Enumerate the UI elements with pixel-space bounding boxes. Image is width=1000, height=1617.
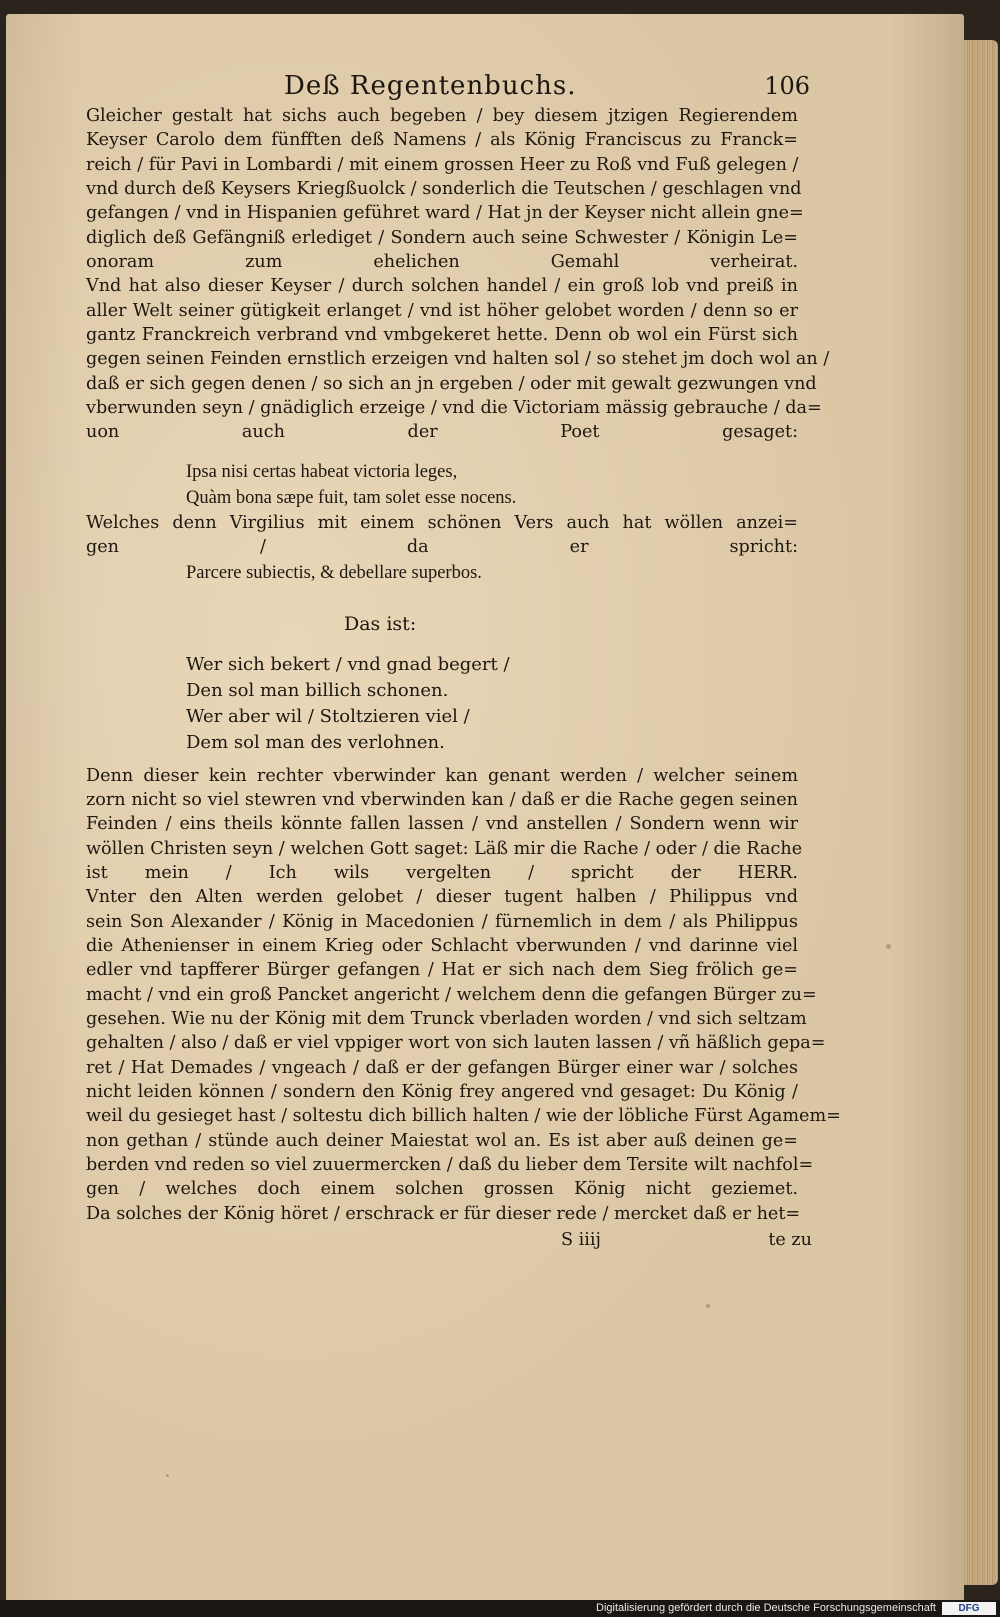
latin-line bbox=[86, 560, 798, 586]
text-line: vnd durch deß Keysers Kriegßuolck / sonderlich die Teutschen / geschlagen vnd bbox=[86, 179, 802, 200]
running-head-title: Deß Regentenbuchs. bbox=[284, 71, 577, 101]
text-line: gantz Franckreich verbrand vnd vmbgekeret hette. Denn ob wol ein Fürst sich bbox=[86, 325, 798, 346]
footer-credit: Digitalisierung gefördert durch die Deutsche Forschungsgemeinschaft bbox=[596, 1602, 936, 1614]
paragraph-1 bbox=[86, 104, 804, 274]
paragraph-6 bbox=[86, 1202, 801, 1226]
folio-number: 106 bbox=[764, 72, 810, 100]
verse-line: Dem sol man des verlohnen. bbox=[186, 731, 445, 753]
text-line: gen / da er spricht: bbox=[86, 537, 798, 558]
verse-line: Wer sich bekert / vnd gnad begert / bbox=[186, 653, 510, 675]
page-text-block bbox=[86, 68, 841, 1254]
verse-line: Parcere subiectis, & debellare superbos. bbox=[186, 562, 482, 583]
signature-mark: S iiij bbox=[561, 1230, 601, 1251]
paragraph-4 bbox=[86, 764, 803, 886]
text-line: die Athenienser in einem Krieg oder Schlacht vberwunden / vnd darinne viel bbox=[86, 935, 798, 956]
verse-line: Den sol man billich schonen. bbox=[186, 679, 449, 701]
text-line: gesehen. Wie nu der König mit dem Trunck vberladen worden / vnd sich seltzam bbox=[86, 1008, 807, 1029]
paper-spot bbox=[886, 944, 891, 949]
verse-line: Wer aber wil / Stoltzieren viel / bbox=[186, 705, 470, 727]
digitization-footer bbox=[0, 1600, 1000, 1617]
text-line: weil du gesieget hast / soltestu dich billich halten / wie der löbliche Fürst Agamem= bbox=[86, 1106, 841, 1127]
text-line: berden vnd reden so viel zuuermercken / daß du lieber dem Tersite wilt nachfol= bbox=[86, 1155, 814, 1175]
text-line: onoram zum ehelichen Gemahl verheirat. bbox=[86, 252, 798, 273]
paper-spot bbox=[706, 1304, 710, 1308]
das-ist-heading: Das ist: bbox=[344, 612, 417, 635]
text-line: gegen seinen Feinden ernstlich erzeigen vnd halten sol / so stehet jm doch wol an / bbox=[86, 349, 830, 370]
text-line: sein Son Alexander / König in Macedonien / fürnemlich in dem / als Philippus bbox=[86, 911, 798, 932]
text-line: reich / für Pavi in Lombardi / mit einem grossen Heer zu Roß vnd Fuß gelegen / bbox=[86, 154, 799, 175]
signature-line bbox=[86, 1228, 812, 1254]
verse-line: Quàm bona sæpe fuit, tam solet esse nocens. bbox=[186, 487, 517, 508]
text-line: uon auch der Poet gesaget: bbox=[86, 422, 798, 443]
text-line: ist mein / Ich wils vergelten / spricht der HERR. bbox=[86, 862, 798, 883]
text-line: gehalten / also / daß er viel vppiger wort von sich lauten lassen / vñ häßlich gepa= bbox=[86, 1033, 826, 1054]
german-verse bbox=[86, 652, 798, 756]
text-line: Gleicher gestalt hat sichs auch begeben / bey diesem jtzigen Regierendem bbox=[86, 106, 798, 126]
text-line: macht / vnd ein groß Pancket angericht / welchem denn die gefangen Bürger zu= bbox=[86, 984, 817, 1005]
text-line: nicht leiden können / sondern den König frey angered vnd gesaget: Du König / bbox=[86, 1081, 798, 1102]
dfg-logo: DFG bbox=[942, 1602, 996, 1615]
text-line: zorn nicht so viel stewren vnd vberwinden kan / daß er die Rache gegen seinen bbox=[86, 789, 798, 810]
paragraph-2 bbox=[86, 274, 830, 444]
catchword: te zu bbox=[768, 1230, 812, 1251]
text-line: diglich deß Gefängniß erlediget / Sondern auch seine Schwester / Königin Le= bbox=[86, 227, 798, 248]
text-line: Feinden / eins theils könnte fallen lassen / vnd anstellen / Sondern wenn wir bbox=[86, 814, 798, 835]
paragraph-5 bbox=[86, 885, 841, 1201]
text-line: Vnter den Alten werden gelobet / dieser tugent halben / Philippus vnd bbox=[86, 887, 798, 908]
text-line: Vnd hat also dieser Keyser / durch solchen handel / ein groß lob vnd preiß in bbox=[86, 276, 798, 297]
text-line: ret / Hat Demades / vngeach / daß er der gefangen Bürger einer war / solches bbox=[86, 1057, 798, 1078]
text-line: Da solches der König höret / erschrack er für dieser rede / mercket daß er het= bbox=[86, 1203, 801, 1224]
text-line: aller Welt seiner gütigkeit erlanget / vnd ist höher gelobet worden / denn so er bbox=[86, 300, 798, 321]
text-line: non gethan / stünde auch deiner Maiestat wol an. Es ist aber auß deinen ge= bbox=[86, 1130, 798, 1151]
text-line: Denn dieser kein rechter vberwinder kan genant werden / welcher seinem bbox=[86, 765, 798, 786]
text-line: daß er sich gegen denen / so sich an jn ergeben / oder mit gewalt gezwungen vnd bbox=[86, 373, 817, 394]
text-line: Welches denn Virgilius mit einem schönen Vers auch hat wöllen anzei= bbox=[86, 512, 798, 533]
text-line: gefangen / vnd in Hispanien geführet ward / Hat jn der Keyser nicht allein gne= bbox=[86, 203, 804, 224]
text-line: vberwunden seyn / gnädiglich erzeige / vnd die Victoriam mässig gebrauche / da= bbox=[86, 398, 822, 419]
text-line: Keyser Carolo dem fünfften deß Namens / als König Franciscus zu Franck= bbox=[86, 130, 798, 151]
paper-spot bbox=[166, 1474, 169, 1477]
text-line: wöllen Christen seyn / welchen Gott saget: Läß mir die Rache / oder / die Rache bbox=[86, 838, 803, 859]
running-head bbox=[86, 68, 810, 104]
paragraph-3 bbox=[86, 511, 798, 560]
latin-verse bbox=[86, 459, 798, 511]
text-line: edler vnd tapfferer Bürger gefangen / Hat er sich nach dem Sieg frölich ge= bbox=[86, 960, 798, 981]
verse-line: Ipsa nisi certas habeat victoria leges, bbox=[186, 461, 458, 482]
book-fore-edge bbox=[958, 40, 998, 1585]
text-line: gen / welches doch einem solchen grossen König nicht geziemet. bbox=[86, 1179, 798, 1200]
